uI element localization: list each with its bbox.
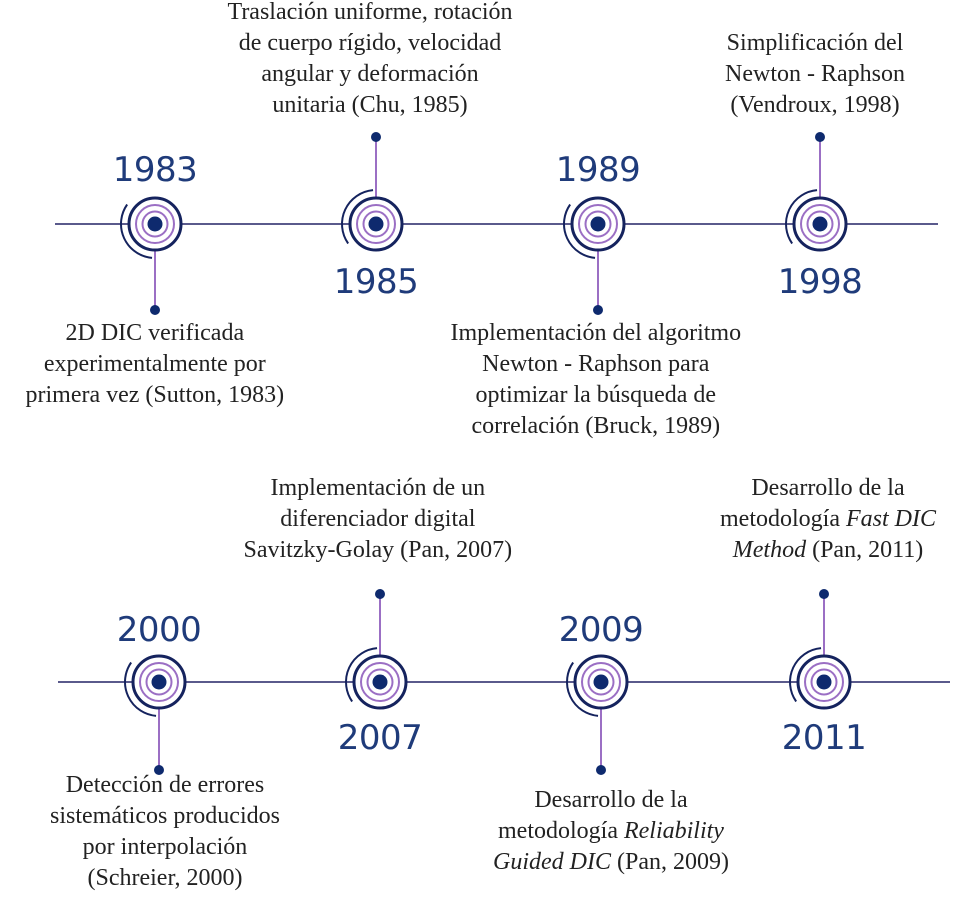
description-line	[493, 847, 729, 878]
description-line	[493, 816, 729, 847]
description-line	[228, 0, 513, 28]
milestone-dot	[817, 675, 832, 690]
connector-end-dot	[815, 132, 825, 142]
description-text: experimentalmente por	[43, 351, 266, 377]
description-text: Implementación de un	[270, 475, 486, 501]
description-text: Desarrollo de la	[534, 787, 688, 813]
year-label-2000: 2000	[116, 610, 202, 650]
description-line	[50, 770, 280, 801]
description-text: primera vez (Sutton, 1983)	[25, 382, 285, 408]
description-line	[725, 59, 905, 90]
description-text: unitaria (Chu, 1985)	[272, 92, 468, 118]
description-line	[720, 504, 936, 535]
description-text: Implementación del algoritmo	[450, 320, 742, 346]
milestone-description-2000	[50, 770, 280, 894]
description-text: de cuerpo rígido, velocidad	[238, 30, 502, 56]
description-text: Savitzky-Golay (Pan, 2007)	[243, 537, 513, 563]
milestone-description-2009	[493, 785, 729, 878]
description-line	[725, 90, 905, 121]
milestone-description-2011	[720, 473, 936, 566]
year-label-1983: 1983	[112, 150, 198, 190]
description-text: Detección de errores	[65, 772, 265, 798]
description-text: correlación (Bruck, 1989)	[471, 413, 721, 439]
description-text: (Vendroux, 1998)	[730, 92, 900, 118]
description-text: Traslación uniforme, rotación	[227, 0, 513, 25]
description-line	[228, 28, 513, 59]
milestone-dot	[373, 675, 388, 690]
description-line	[228, 90, 513, 121]
milestone-dot	[152, 675, 167, 690]
description-line	[50, 801, 280, 832]
year-label-1998: 1998	[777, 262, 863, 302]
year-label-2009: 2009	[558, 610, 644, 650]
description-text: diferenciador digital	[280, 506, 476, 532]
connector-end-dot	[375, 589, 385, 599]
description-text: (Pan, 2011)	[806, 537, 924, 563]
description-line	[451, 318, 742, 349]
year-label-2007: 2007	[337, 718, 423, 758]
description-text: optimizar la búsqueda de	[475, 382, 717, 408]
description-line	[493, 785, 729, 816]
year-label-1985: 1985	[333, 262, 419, 302]
description-text: sistemáticos producidos	[50, 803, 280, 829]
description-text: Desarrollo de la	[751, 475, 905, 501]
description-text: por interpolación	[82, 834, 248, 860]
description-text: metodología	[720, 506, 846, 532]
description-line	[228, 59, 513, 90]
milestone-dot	[813, 217, 828, 232]
description-line	[244, 535, 513, 566]
description-text: angular y deformación	[261, 61, 479, 87]
milestone-description-1983	[26, 318, 285, 411]
year-label-1989: 1989	[555, 150, 641, 190]
milestone-dot	[148, 217, 163, 232]
description-line	[720, 473, 936, 504]
connector-end-dot	[150, 305, 160, 315]
milestone-description-1998	[725, 28, 905, 121]
description-line	[244, 504, 513, 535]
description-line	[26, 318, 285, 349]
description-text: Newton - Raphson	[725, 61, 905, 87]
milestone-dot	[594, 675, 609, 690]
description-italic-text: Method	[732, 537, 807, 563]
milestone-description-1985	[228, 0, 513, 121]
description-line	[725, 28, 905, 59]
description-text: Simplificación del	[726, 30, 904, 56]
milestone-dot	[591, 217, 606, 232]
description-line	[451, 411, 742, 442]
description-italic-text: Reliability	[623, 818, 724, 844]
description-line	[451, 349, 742, 380]
connector-end-dot	[593, 305, 603, 315]
description-italic-text: Guided DIC	[493, 849, 611, 875]
description-line	[26, 349, 285, 380]
description-text: 2D DIC verificada	[65, 320, 245, 346]
year-label-2011: 2011	[781, 718, 867, 758]
description-line	[720, 535, 936, 566]
description-line	[50, 863, 280, 894]
description-line	[26, 380, 285, 411]
connector-end-dot	[596, 765, 606, 775]
description-line	[50, 832, 280, 863]
description-text: (Pan, 2009)	[610, 849, 729, 875]
description-italic-text: Fast DIC	[845, 506, 936, 532]
description-line	[244, 473, 513, 504]
connector-end-dot	[819, 589, 829, 599]
milestone-dot	[369, 217, 384, 232]
milestone-description-1989	[451, 318, 742, 442]
description-text: Newton - Raphson para	[482, 351, 710, 377]
description-text: metodología	[498, 818, 624, 844]
milestone-description-2007	[244, 473, 513, 566]
connector-end-dot	[371, 132, 381, 142]
description-text: (Schreier, 2000)	[87, 865, 243, 891]
description-line	[451, 380, 742, 411]
